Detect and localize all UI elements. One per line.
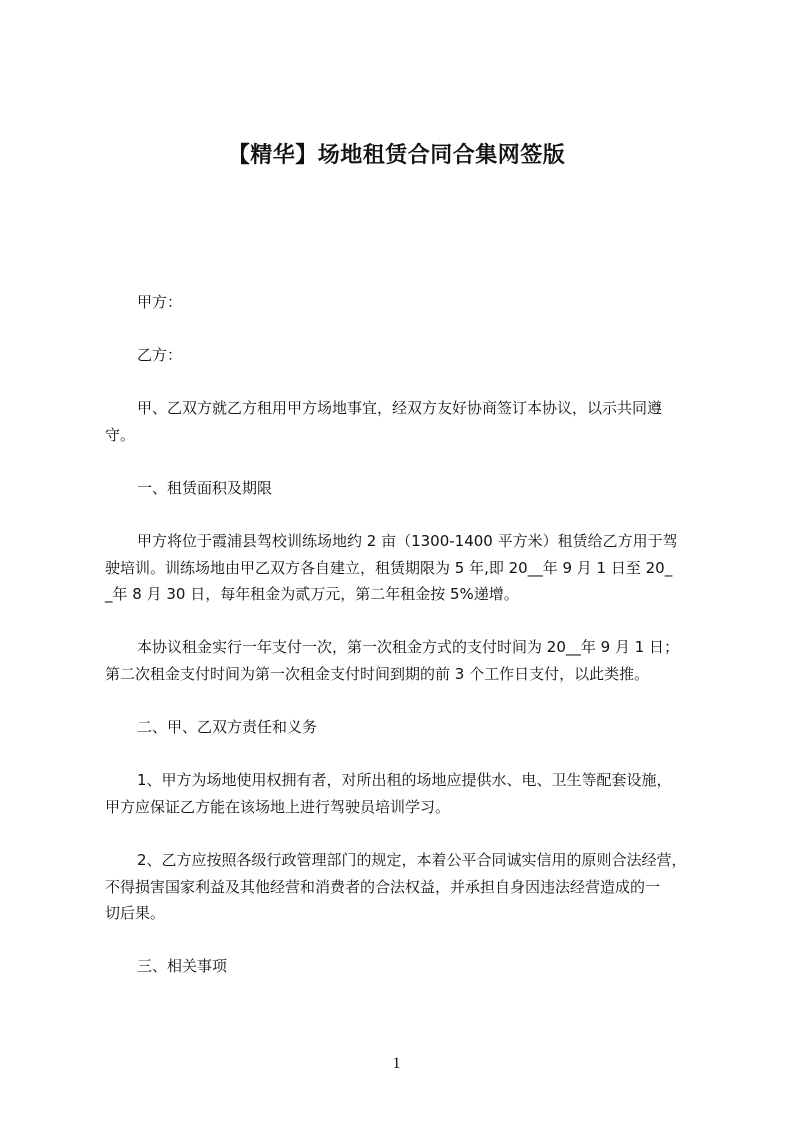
party-b-label: 乙方：	[137, 346, 183, 364]
section-1-heading: 一、租赁面积及期限	[137, 479, 273, 497]
document-title: 【精华】场地租赁合同合集网签版	[227, 143, 566, 168]
section-3-heading: 三、相关事项	[137, 957, 228, 975]
section-2-item-2-line-2: 不得损害国家利益及其他经营和消费者的合法权益，并承担自身因违法经营造成的一	[105, 878, 661, 896]
intro-line-1: 甲、乙双方就乙方租用甲方场地事宜，经双方友好协商签订本协议，以示共同遵	[137, 399, 663, 417]
intro-line-2: 守。	[105, 426, 136, 444]
party-a-label: 甲方：	[137, 293, 183, 311]
section-2-heading: 二、甲、乙双方责任和义务	[137, 718, 318, 736]
section-1-para-2-line-1: 本协议租金实行一年支付一次，第一次租金方式的支付时间为 20__年 9 月 1 日；	[137, 638, 680, 656]
page-number: 1	[392, 1055, 401, 1072]
section-1-para-1-line-1: 甲方将位于霞浦县驾校训练场地约 2 亩（1300-1400 平方米）租赁给乙方用于驾	[137, 532, 678, 550]
section-2-item-1-line-2: 甲方应保证乙方能在该场地上进行驾驶员培训学习。	[105, 798, 451, 816]
section-2-item-2-line-1: 2、乙方应按照各级行政管理部门的规定，本着公平合同诚实信用的原则合法经营，	[137, 851, 687, 869]
section-1-para-1-line-3: _年 8 月 30 日，每年租金为贰万元，第二年租金按 5%递增。	[105, 585, 519, 603]
section-2-item-1-line-1: 1、甲方为场地使用权拥有者，对所出租的场地应提供水、电、卫生等配套设施，	[137, 771, 672, 789]
section-1-para-1-line-2: 驶培训。训练场地由甲乙双方各自建立，租赁期限为 5 年,即 20__年 9 月 1 日至 20_	[105, 559, 673, 577]
section-2-item-2-line-3: 切后果。	[105, 904, 166, 922]
section-1-para-2-line-2: 第二次租金支付时间为第一次租金支付时间到期的前 3 个工作日支付，以此类推。	[105, 665, 650, 683]
